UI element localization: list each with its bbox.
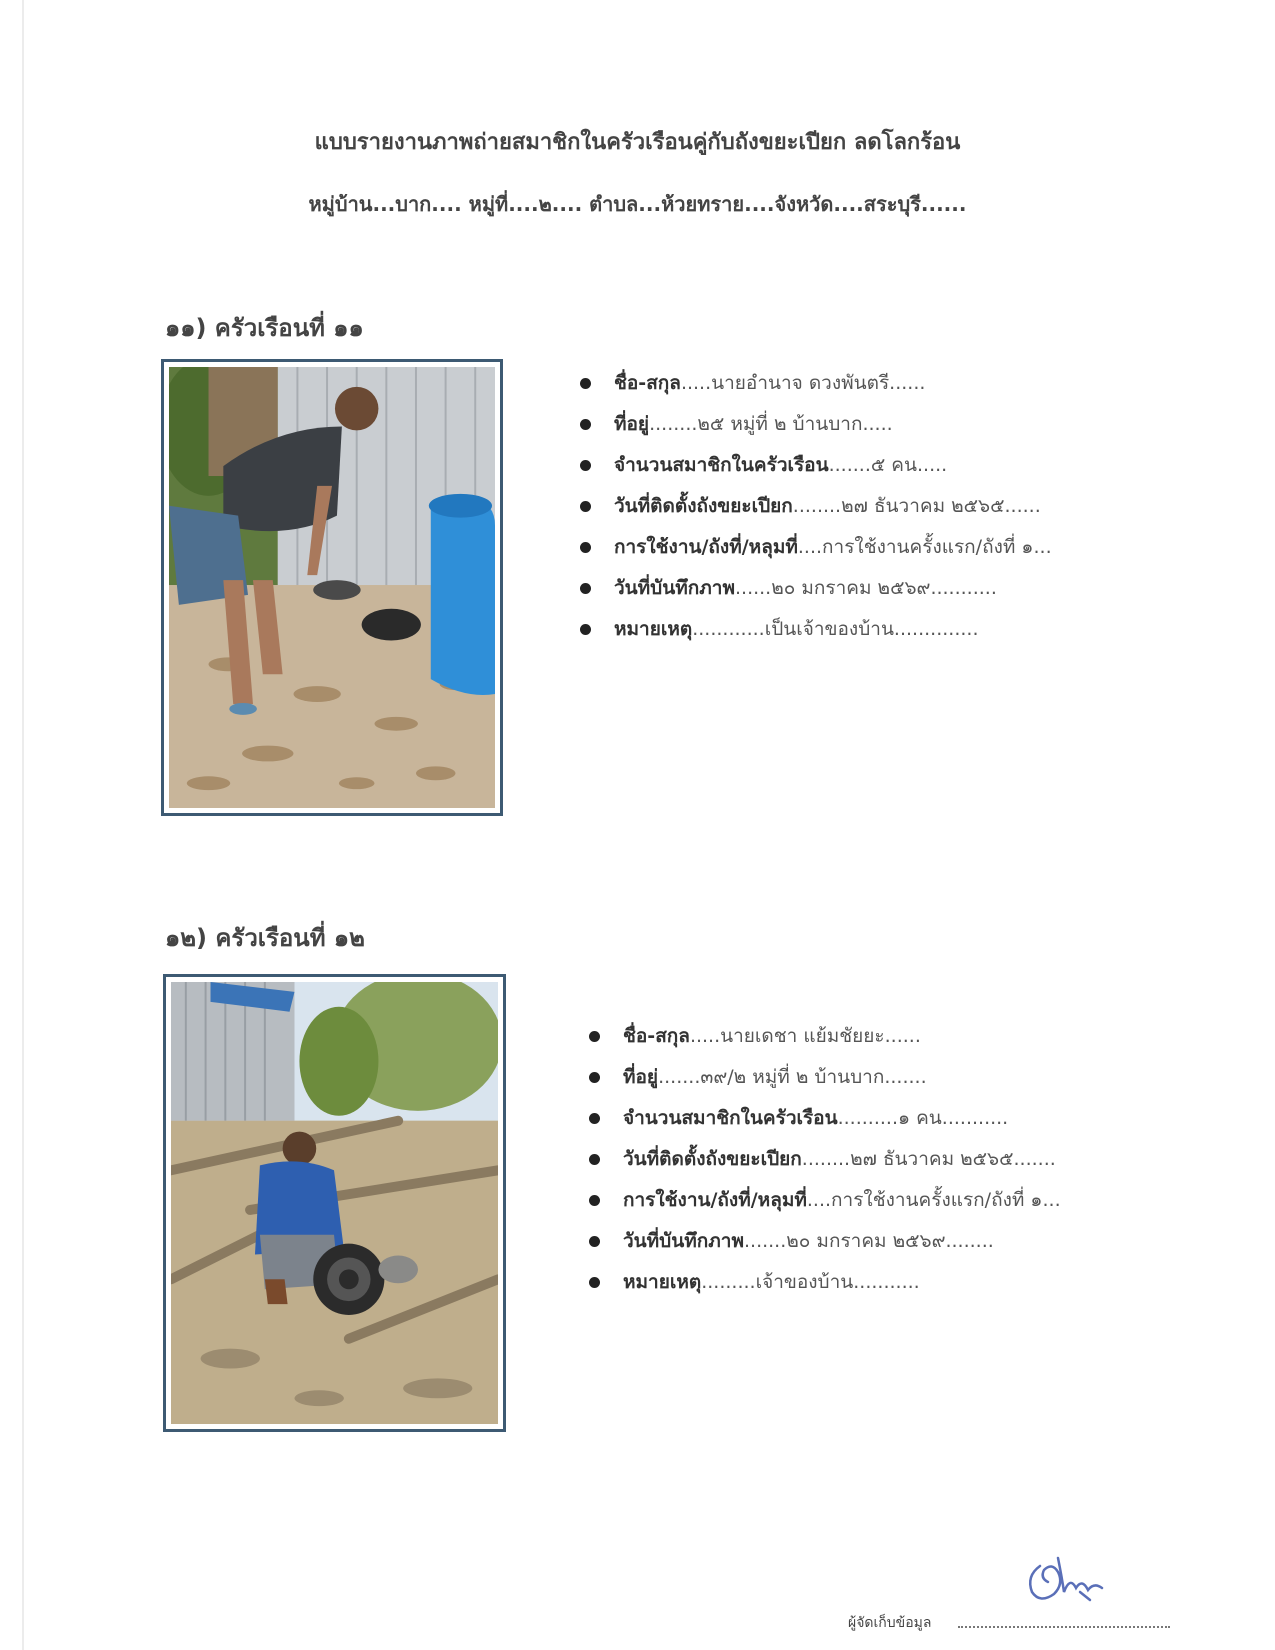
household-heading: ๑๑) ครัวเรือนที่ ๑๑ xyxy=(165,314,364,342)
field-name: ชื่อ-สกุล.....นายอำนาจ ดวงพันตรี...... xyxy=(578,363,1052,404)
scan-edge xyxy=(22,0,24,1650)
photo-man-crouching-with-bin-lid xyxy=(171,982,498,1424)
field-remark: หมายเหตุ.........เจ้าของบ้าน........... xyxy=(587,1262,1061,1303)
field-name: ชื่อ-สกุล.....นายเดชา แย้มชัยยะ...... xyxy=(587,1016,1061,1057)
signature-line xyxy=(958,1626,1170,1628)
document-subtitle: หมู่บ้าน...บาก.... หมู่ที่....๒.... ตำบล...ห้วยทราย....จังหวัด....สระบุรี...... xyxy=(308,192,967,216)
field-install-date: วันที่ติดตั้งถังขยะเปียก........๒๗ ธันวาคม ๒๕๖๕...... xyxy=(578,486,1052,527)
collector-label: ผู้จัดเก็บข้อมูล xyxy=(848,1615,932,1631)
signature-icon xyxy=(1018,1548,1108,1610)
household-info-list xyxy=(587,1016,1061,1303)
document-title: แบบรายงานภาพถ่ายสมาชิกในครัวเรือนคู่กับถังขยะเปียก ลดโลกร้อน xyxy=(314,130,961,155)
field-member-count: จำนวนสมาชิกในครัวเรือน..........๑ คน........... xyxy=(587,1098,1061,1139)
field-member-count: จำนวนสมาชิกในครัวเรือน.......๕ คน..... xyxy=(578,445,1052,486)
household-heading: ๑๒) ครัวเรือนที่ ๑๒ xyxy=(165,924,365,952)
field-address: ที่อยู่.......๓๙/๒ หมู่ที่ ๒ บ้านบาก....... xyxy=(587,1057,1061,1098)
field-address: ที่อยู่........๒๕ หมู่ที่ ๒ บ้านบาก..... xyxy=(578,404,1052,445)
household-photo xyxy=(161,359,503,816)
field-usage: การใช้งาน/ถังที่/หลุมที่....การใช้งานครั้งแรก/ถังที่ ๑... xyxy=(587,1180,1061,1221)
field-usage: การใช้งาน/ถังที่/หลุมที่....การใช้งานครั้งแรก/ถังที่ ๑... xyxy=(578,527,1052,568)
field-photo-date: วันที่บันทึกภาพ......๒๐ มกราคม ๒๕๖๙........... xyxy=(578,568,1052,609)
household-photo xyxy=(163,974,506,1432)
field-remark: หมายเหตุ............เป็นเจ้าของบ้าน.............. xyxy=(578,609,1052,650)
field-install-date: วันที่ติดตั้งถังขยะเปียก........๒๗ ธันวาคม ๒๕๖๕....... xyxy=(587,1139,1061,1180)
household-info-list xyxy=(578,363,1052,650)
field-photo-date: วันที่บันทึกภาพ.......๒๐ มกราคม ๒๕๖๙........ xyxy=(587,1221,1061,1262)
photo-man-standing-beside-blue-tank xyxy=(169,367,495,808)
